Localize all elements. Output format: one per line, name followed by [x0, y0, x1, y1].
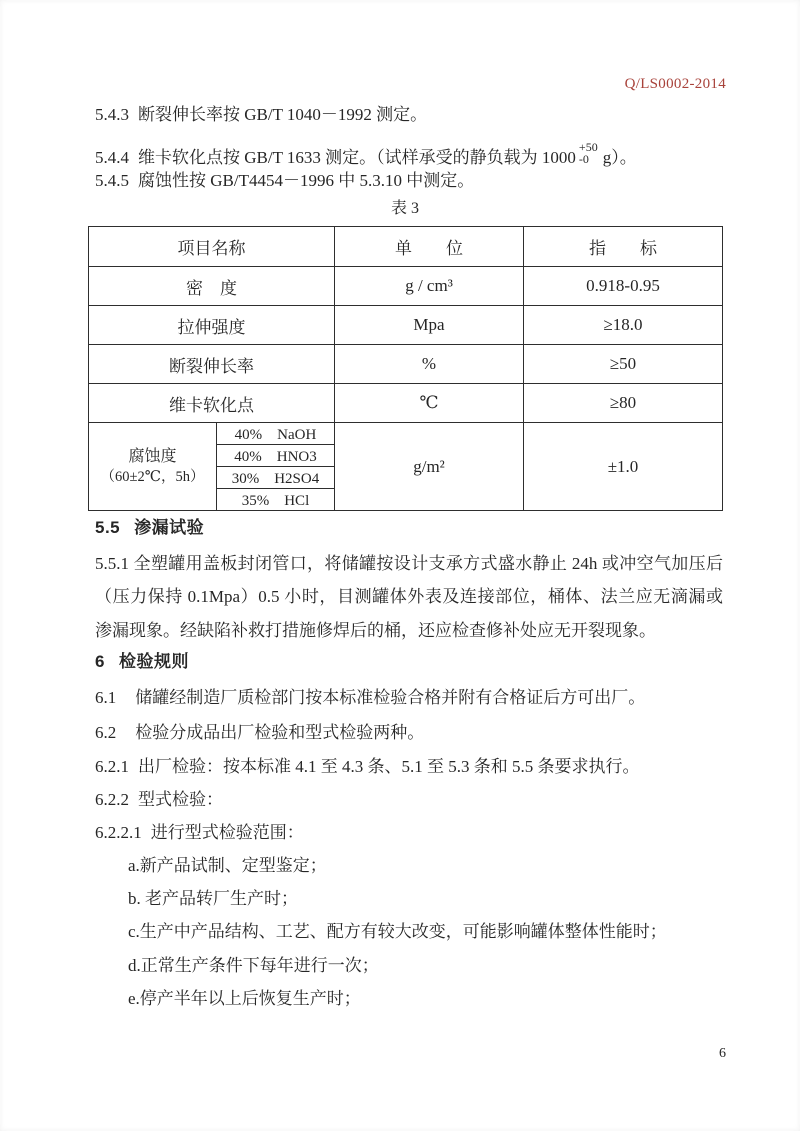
corrosion-name-line2: （60±2℃，5h）	[100, 468, 205, 485]
clause-number: 6.2.2	[95, 790, 129, 809]
section-number: 6	[95, 652, 105, 671]
clause-5-4-3	[95, 104, 725, 126]
cell-value: 0.918-0.95	[524, 267, 723, 306]
list-item-d: d.正常生产条件下每年进行一次；	[128, 956, 379, 975]
table-header-row	[89, 227, 723, 267]
paragraph-line: （压力保持 0.1Mpa）0.5 小时，目测罐体外表及连接部位，桶体、法兰应无滴漏或	[95, 587, 723, 607]
table-row	[89, 384, 723, 423]
clause-number: 5.4.4	[95, 148, 129, 167]
table-row-corrosion	[89, 423, 723, 445]
clause-text: 进行型式检验范围：	[150, 823, 304, 842]
clause-number: 5.4.5	[95, 171, 129, 190]
section-title: 检验规则	[118, 652, 189, 671]
cell-value: ≥50	[524, 345, 723, 384]
cell-unit: Mpa	[335, 306, 524, 345]
table-row	[89, 267, 723, 306]
paragraph-line: 渗漏现象。经缺陷补救打措施修焊后的桶，还应检查修补处应无开裂现象。	[95, 620, 656, 640]
clause-text: 断裂伸长率按 GB/T 1040－1992 测定。	[138, 105, 428, 124]
header-unit: 单 位	[335, 227, 524, 267]
clause-text: 储罐经制造厂质检部门按本标准检验合格并附有合格证后方可出厂。	[135, 688, 646, 707]
header-item-name: 项目名称	[89, 227, 335, 267]
cell-name: 维卡软化点	[89, 384, 335, 423]
clause-5-4-5	[95, 170, 725, 192]
clause-text: 检验分成品出厂检验和型式检验两种。	[135, 723, 425, 742]
table-caption: 表 3	[390, 200, 419, 217]
cell-unit: g/m²	[335, 423, 524, 511]
section-5-5-heading	[95, 517, 725, 539]
cell-name: 拉伸强度	[89, 306, 335, 345]
corrosion-name-line1: 腐蚀度	[128, 447, 177, 465]
page-number: 6	[719, 1046, 726, 1061]
list-item-a: a.新产品试制、定型鉴定；	[128, 856, 327, 875]
table-row	[89, 345, 723, 384]
cell-chemical: 40% HNO3	[217, 445, 335, 467]
clause-6-2	[95, 722, 725, 744]
cell-chemical: 30% H2SO4	[217, 467, 335, 489]
clause-text: 腐蚀性按 GB/T4454－1996 中 5.3.10 中测定。	[138, 171, 475, 190]
tolerance-minus: -0	[578, 152, 589, 166]
cell-name: 断裂伸长率	[89, 345, 335, 384]
section-title: 渗漏试验	[134, 518, 205, 537]
cell-unit: ℃	[335, 384, 524, 423]
cell-value: ±1.0	[524, 423, 723, 511]
cell-value: ≥18.0	[524, 306, 723, 345]
section-number: 5.5	[95, 518, 121, 537]
clause-6-2-1	[95, 756, 725, 778]
spec-table	[88, 226, 723, 511]
header-indicator: 指 标	[524, 227, 723, 267]
tolerance-stack	[579, 141, 598, 165]
doc-code: Q/LS0002-2014	[624, 76, 726, 92]
clause-number: 6.2.2.1	[95, 823, 142, 842]
clause-text: g）。	[602, 148, 637, 167]
clause-6-2-2	[95, 789, 725, 811]
clause-text: 出厂检验：按本标准 4.1 至 4.3 条、5.1 至 5.3 条和 5.5 条要求执行。	[138, 757, 640, 776]
clause-5-4-4	[95, 141, 725, 169]
clause-number: 6.2	[95, 723, 117, 742]
cell-corrosion-name	[89, 423, 217, 511]
cell-name: 密 度	[89, 267, 335, 306]
paragraph-5-5-1	[95, 547, 723, 647]
list-item-b: b. 老产品转厂生产时；	[128, 889, 298, 908]
clause-text: 维卡软化点按 GB/T 1633 测定。（试样承受的静负载为 1000	[138, 148, 576, 167]
cell-chemical: 35% HCl	[217, 489, 335, 511]
table-row	[89, 306, 723, 345]
tolerance-plus: +50	[578, 140, 598, 154]
cell-chemical: 40% NaOH	[217, 423, 335, 445]
list-item-c: c.生产中产品结构、工艺、配方有较大改变，可能影响罐体整体性能时；	[128, 922, 667, 941]
cell-value: ≥80	[524, 384, 723, 423]
clause-6-2-2-1	[95, 822, 725, 844]
cell-unit: g / cm³	[335, 267, 524, 306]
clause-6-1	[95, 687, 725, 709]
clause-text: 型式检验：	[138, 790, 223, 809]
clause-number: 6.2.1	[95, 757, 129, 776]
clause-number: 6.1	[95, 688, 117, 707]
paragraph-line: 5.5.1 全塑罐用盖板封闭管口，将储罐按设计支承方式盛水静止 24h 或冲空气加压后	[95, 554, 723, 573]
clause-number: 5.4.3	[95, 105, 129, 124]
cell-unit: %	[335, 345, 524, 384]
section-6-heading	[95, 651, 725, 673]
list-item-e: e.停产半年以上后恢复生产时；	[128, 989, 361, 1008]
